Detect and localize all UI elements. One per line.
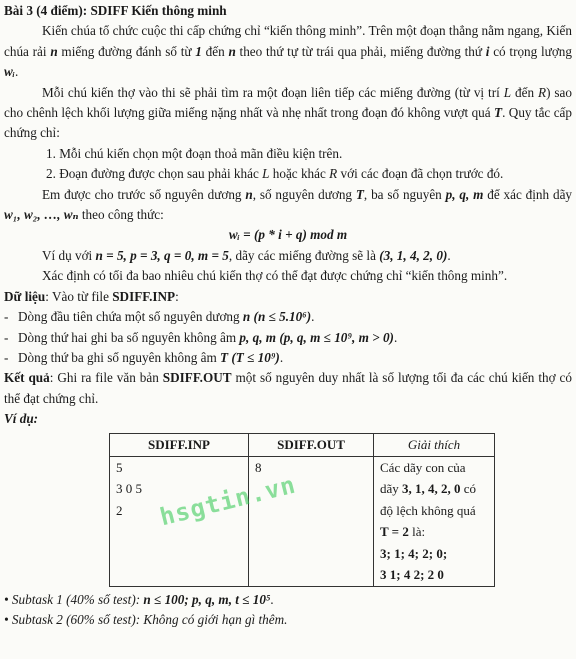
text-run: Dòng đầu tiên chứa một số nguyên dương xyxy=(18,309,243,325)
inp-line: 5 xyxy=(116,459,123,475)
table-header-inp: SDIFF.INP xyxy=(110,433,249,456)
text-run: Các dãy con của xyxy=(380,459,466,475)
text-run: L xyxy=(262,166,270,182)
text-run: có xyxy=(460,481,477,497)
text-run: độ lệch không quá xyxy=(380,502,476,518)
input-heading xyxy=(4,287,572,307)
text-run: L xyxy=(503,84,512,100)
text-run: . xyxy=(311,309,315,325)
text-run: 3, 1, 4, 2, 0 xyxy=(402,481,461,497)
text-run: n xyxy=(228,43,236,59)
example-table xyxy=(109,433,495,587)
problem-title: Bài 3 (4 điểm): SDIFF Kiến thông minh xyxy=(4,3,227,18)
text-run: SDIFF.INP xyxy=(112,288,176,304)
text-run: wᵢ xyxy=(4,64,16,80)
text-run: miếng đường đánh số từ xyxy=(57,43,196,59)
text-run: • xyxy=(4,611,12,627)
example-label: Ví dụ: xyxy=(4,411,39,427)
input-line-1 xyxy=(4,307,572,327)
inp-cell xyxy=(110,456,249,586)
text-run: là: xyxy=(408,524,426,540)
text-run: n xyxy=(245,186,253,202)
text-run: theo công thức: xyxy=(78,207,164,223)
text-run: n xyxy=(50,43,58,59)
text-run: 1. Mỗi chú kiến chọn một đoạn thoả mãn điều kiện trên. xyxy=(46,145,343,161)
text-run: R xyxy=(538,84,547,100)
table-header-row xyxy=(110,433,495,456)
text-run: , ba số nguyên xyxy=(363,186,446,202)
text-run: w₁, w₂, …, wₙ xyxy=(4,207,79,223)
explain-line xyxy=(380,478,488,500)
rule-item-2 xyxy=(4,164,572,184)
problem-document xyxy=(4,1,572,630)
text-run: Dòng thứ ba ghi số nguyên không âm xyxy=(18,349,221,365)
text-run: Subtask 1 (40% số test): xyxy=(11,591,144,607)
text-run: Ví dụ với xyxy=(42,247,96,263)
text-run: ) sao cho chênh lệch khối lượng giữa miếng nặng nhất và nhẹ nhất trong đoạn đó không vượt quá xyxy=(4,84,572,121)
text-run: 1 xyxy=(195,43,202,59)
text-run: : Vào từ file xyxy=(45,288,113,304)
text-run: R xyxy=(329,166,338,182)
text-run: : Ghi ra file văn bản xyxy=(49,370,163,386)
text-run: . xyxy=(15,64,19,80)
explain-line xyxy=(380,521,488,543)
out-line: 8 xyxy=(255,459,262,475)
text-run: 3; 1; 4; 2; 0; xyxy=(380,545,448,561)
intro-paragraph xyxy=(4,21,572,82)
input-line-3 xyxy=(4,348,572,368)
text-run: . xyxy=(447,247,451,263)
text-run: n ≤ 100; p, q, m, t ≤ 10⁵ xyxy=(143,591,271,607)
text-run: T xyxy=(355,186,364,202)
text-run: • xyxy=(4,591,12,607)
subtask-1 xyxy=(4,590,572,610)
text-run: để xác định dãy xyxy=(483,186,573,202)
text-run: theo thứ tự từ trái qua phải, miếng đường thứ xyxy=(235,43,486,59)
text-run: : xyxy=(175,288,179,304)
text-run: đến xyxy=(511,84,538,100)
text-run: dãy xyxy=(380,481,403,497)
explain-line xyxy=(380,543,488,565)
text-run: , số nguyên dương xyxy=(252,186,356,202)
subtask-2 xyxy=(4,610,572,630)
text-run: T = 2 xyxy=(380,524,409,540)
question-paragraph: Xác định có tối đa bao nhiêu chú kiến thợ có thể đạt được chứng chỉ “kiến thông minh”. xyxy=(42,268,508,284)
explain-cell xyxy=(374,456,495,586)
text-run: p, q, m xyxy=(445,186,484,202)
sequence-paragraph xyxy=(4,185,572,226)
text-run: i xyxy=(485,43,490,59)
text-run: T (T ≤ 10⁹) xyxy=(220,349,280,365)
dash-marker: - xyxy=(4,349,9,365)
text-run: Em được cho trước số nguyên dương xyxy=(42,186,246,202)
dash-marker: - xyxy=(4,329,9,345)
table-row xyxy=(110,456,495,586)
task-paragraph xyxy=(4,83,572,144)
text-run: n (n ≤ 5.10⁶) xyxy=(242,309,312,325)
input-line-2 xyxy=(4,328,572,348)
text-run: n = 5, p = 3, q = 0, m = 5 xyxy=(95,247,229,263)
example-sentence xyxy=(4,246,572,266)
formula: wᵢ = (p * i + q) mod m xyxy=(228,227,348,243)
text-run: Dòng thứ hai ghi ba số nguyên không âm xyxy=(18,329,240,345)
text-run: một số nguyên duy nhất là số lượng tối đa các chú kiến thợ có thể đạt chứng chỉ. xyxy=(4,370,572,406)
text-run: 2. Đoạn đường được chọn sau phải khác xyxy=(46,166,263,182)
text-run: . xyxy=(279,349,284,365)
text-run: đến xyxy=(201,43,229,59)
text-run: p, q, m (p, q, m ≤ 10⁹, m > 0) xyxy=(239,329,394,345)
rule-item-1 xyxy=(4,144,572,164)
table-header-explain: Giải thích xyxy=(374,433,495,456)
text-run: hoặc khác xyxy=(269,166,330,182)
text-run: Mỗi chú kiến thợ vào thi sẽ phải tìm ra một đoạn liên tiếp các miếng đường (từ vị trí xyxy=(42,84,504,100)
text-run: (3, 1, 4, 2, 0) xyxy=(379,247,448,263)
text-run: SDIFF.OUT xyxy=(162,370,232,386)
text-run: , dãy các miếng đường sẽ là xyxy=(228,247,380,263)
text-run: T xyxy=(494,105,503,121)
explain-line xyxy=(380,564,488,586)
text-run: Kiến chúa tổ chức cuộc thi cấp chứng chỉ “kiến thông minh”. Trên một đoạn thẳng nằm ngang, Kiến chúa rải xyxy=(4,23,572,59)
text-run: . xyxy=(393,329,398,345)
text-run: Subtask 2 (60% số test): Không có giới hạn gì thêm. xyxy=(11,611,288,627)
text-run: Kết quả xyxy=(4,370,50,386)
inp-line: 2 xyxy=(116,502,123,518)
out-cell xyxy=(249,456,374,586)
table-header-out: SDIFF.OUT xyxy=(249,433,374,456)
text-run: . Quy tắc cấp chứng chỉ: xyxy=(4,105,572,141)
text-run: có trọng lượng xyxy=(489,43,572,59)
inp-line: 3 0 5 xyxy=(116,481,142,497)
text-run: với các đoạn đã chọn trước đó. xyxy=(337,166,504,182)
dash-marker: - xyxy=(4,309,9,325)
explain-line xyxy=(380,457,488,479)
text-run: Dữ liệu xyxy=(4,288,46,304)
text-run: . xyxy=(270,591,274,607)
watermark: hsgtin.vn xyxy=(157,470,299,532)
explain-line xyxy=(380,500,488,522)
text-run: 3 1; 4 2; 2 0 xyxy=(380,567,444,583)
output-paragraph xyxy=(4,368,572,409)
